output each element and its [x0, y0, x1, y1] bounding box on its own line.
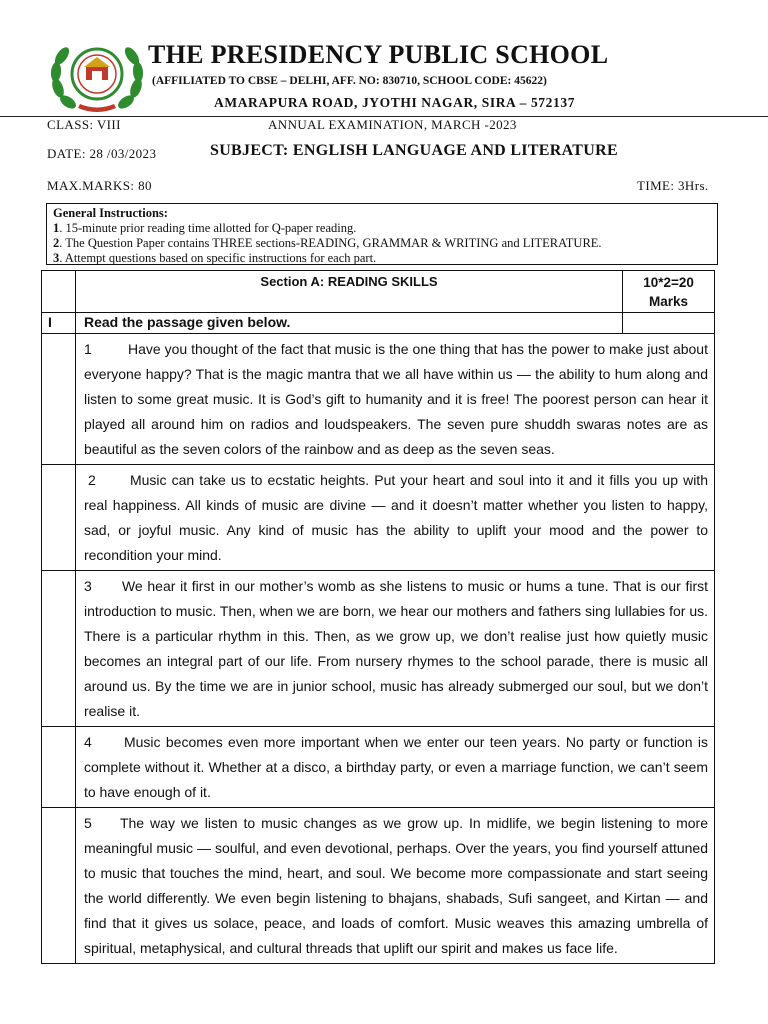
subject-label: SUBJECT: [210, 142, 289, 159]
section-marks [623, 271, 715, 313]
instruction-text: . Attempt questions based on specific instructions for each part. [59, 251, 377, 265]
passage-paragraph [75, 571, 714, 727]
passage-paragraph [75, 465, 714, 571]
empty-cell [42, 808, 76, 964]
class-label: CLASS: VIII [47, 117, 121, 132]
school-name: THE PRESIDENCY PUBLIC SCHOOL [148, 40, 609, 69]
instruction-num: 2 [53, 236, 60, 250]
paragraph-number: 1 [83, 341, 92, 357]
question-text: Read the passage given below. [75, 313, 622, 334]
section-header-row [42, 271, 715, 313]
empty-cell [42, 571, 76, 727]
marks-line-2: Marks [649, 294, 689, 309]
section-title: Section A: READING SKILLS [75, 271, 622, 313]
passage-row [42, 465, 715, 571]
passage-row [42, 334, 715, 465]
passage-paragraph [75, 334, 714, 465]
paragraph-text: Music becomes even more important when we enter our teen years. No party or function is complete without it. Whether at a disco, a birthday party, or even a marriage function, we can’t seem to have enough of it. [83, 734, 708, 800]
instruction-item [53, 236, 711, 251]
empty-cell [42, 271, 76, 313]
passage-row [42, 808, 715, 964]
exam-title: ANNUAL EXAMINATION, MARCH -2023 [268, 117, 517, 132]
marks-line-1: 10*2=20 [643, 275, 694, 290]
exam-time: TIME: 3Hrs. [637, 178, 709, 193]
paragraph-number: 5 [83, 815, 92, 831]
passage-paragraph [75, 727, 714, 808]
passage-paragraph [75, 808, 714, 964]
passage-row [42, 727, 715, 808]
instruction-item [53, 221, 711, 236]
paragraph-text: Music can take us to ecstatic heights. Put your heart and soul into it and it fills you up with real happiness. All kinds of music are divine — and it doesn’t matter whether you listen to happy, sad, or joyful music. Any kind of music has the ability to uplift your mood and the power to recondition your mind. [83, 472, 708, 563]
school-address: AMARAPURA ROAD, JYOTHI NAGAR, SIRA – 572137 [214, 95, 576, 110]
instruction-num: 3 [53, 251, 60, 265]
question-table [41, 270, 715, 964]
instructions-title: General Instructions: [53, 206, 168, 220]
question-number: I [42, 313, 76, 334]
affiliation-line: (AFFILIATED TO CBSE – DELHI, AFF. NO: 830710, SCHOOL CODE: 45622) [152, 75, 547, 87]
general-instructions [46, 203, 718, 265]
paragraph-text: Have you thought of the fact that music is the one thing that has the power to make just about everyone happy? That is the magic mantra that we all have within us — the ability to hum along and listen to some great music. It is God’s gift to humanity and it is free! The poorest person can hear it played all around him on radios and loudspeakers. The seven pure shuddh swaras notes are as beautiful as the seven colors of the rainbow and as deep as the seven seas. [83, 341, 708, 457]
school-logo-icon [48, 38, 146, 116]
question-row [42, 313, 715, 334]
empty-cell [623, 313, 715, 334]
instruction-text: . The Question Paper contains THREE sections-READING, GRAMMAR & WRITING and LITERATURE. [59, 236, 602, 250]
passage-row [42, 571, 715, 727]
empty-cell [42, 334, 76, 465]
empty-cell [42, 465, 76, 571]
paragraph-text: We hear it first in our mother’s womb as she listens to music or hums a tune. That is our first introduction to music. Then, when we are born, we hear our mothers and fathers sing lullabies for us. There is a particular rhythm in this. Then, as we grow up, we don’t realise just how quietly music becomes an integral part of our life. From nursery rhymes to the school parade, there is music all around us. By the time we are in junior school, music has already submerged our soul, but we don’t realise it. [83, 578, 708, 719]
instruction-text: . 15-minute prior reading time allotted for Q-paper reading. [59, 221, 357, 235]
instruction-num: 1 [53, 221, 60, 235]
instruction-item [53, 251, 711, 266]
subject-value: ENGLISH LANGUAGE AND LITERATURE [288, 142, 618, 159]
max-marks: MAX.MARKS: 80 [47, 178, 152, 193]
paragraph-number: 3 [83, 578, 92, 594]
paragraph-number: 2 [87, 472, 96, 488]
paragraph-number: 4 [83, 734, 92, 750]
subject-line [210, 142, 618, 160]
exam-date: DATE: 28 /03/2023 [47, 146, 157, 161]
empty-cell [42, 727, 76, 808]
paragraph-text: The way we listen to music changes as we grow up. In midlife, we begin listening to more meaningful music — soulful, and even devotional, perhaps. Over the years, you find yourself attuned to music that touches the mind, heart, and soul. We become more compassionate and start seeing the world differently. We even begin listening to bhajans, shabads, Sufi sangeet, and Kirtan — and find that it gives us solace, peace, and loads of comfort. Music weaves this amazing umbrella of spiritual, metaphysical, and cultural threads that uplift our spirit and makes us face life. [83, 815, 708, 956]
